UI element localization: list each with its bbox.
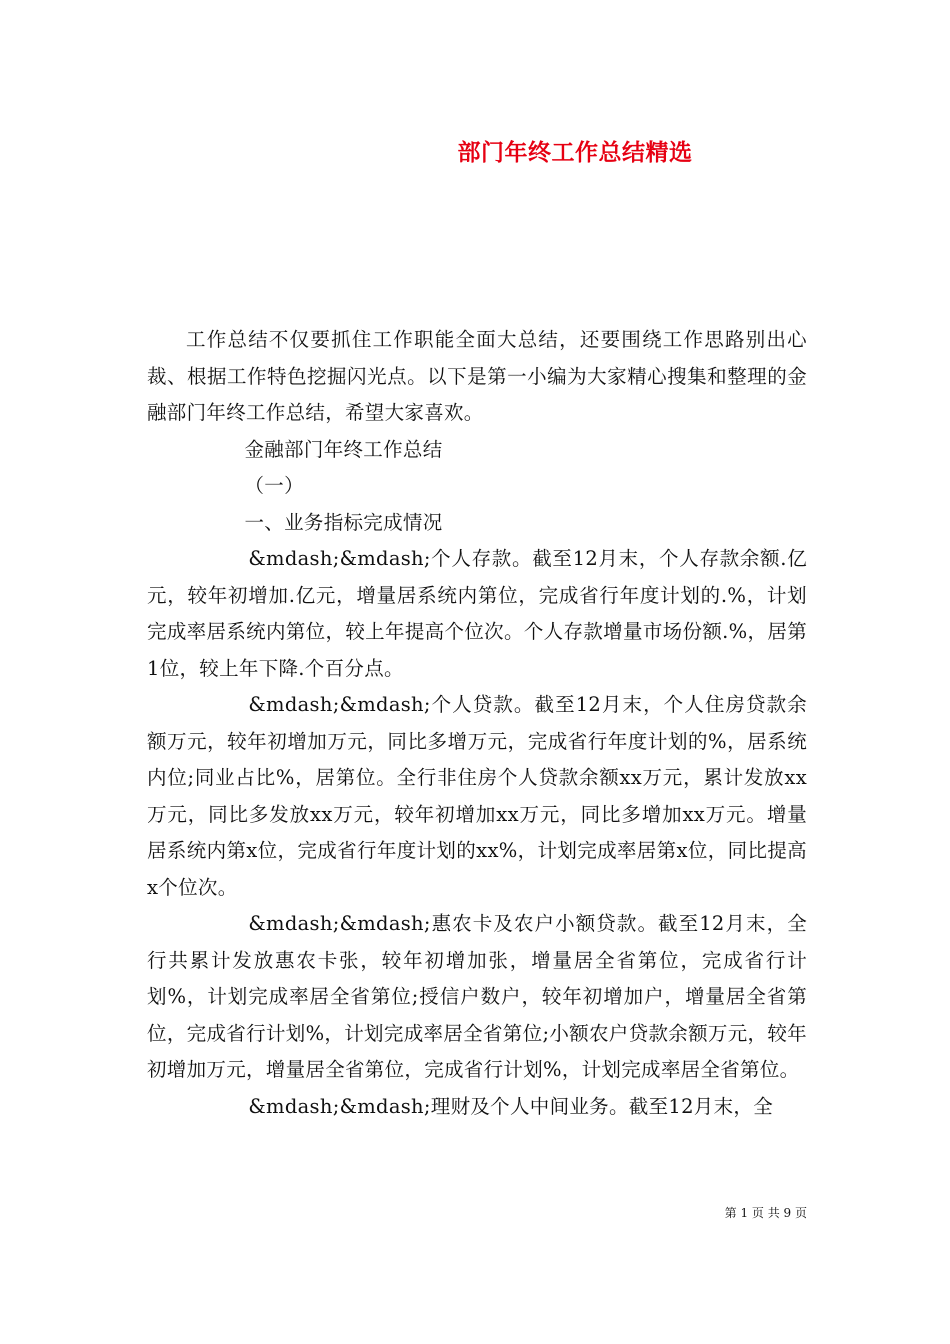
part-label: （一） [244,474,304,497]
paragraph-wealth-management: &mdash;&mdash;理财及个人中间业务。截至12月末，全 [248,1094,773,1118]
page-number: 第 1 页 共 9 页 [724,1206,807,1220]
intro-paragraph: 工作总结不仅要抓住工作职能全面大总结，还要围绕工作思路别出心裁、根据工作特色挖掘闪光点。以下是第一小编为大家精心搜集和整理的金融部门年终工作总结，希望大家喜欢。 [147,328,807,424]
document-title-text: 部门年终工作总结精选 [457,140,693,166]
section-title: 金融部门年终工作总结 [244,437,443,461]
paragraph-personal-deposits: &mdash;&mdash;个人存款。截至12月末，个人存款余额.亿元，较年初增加.亿元，增量居系统内第位，完成省行年度计划的.%，计划完成率居系统内第位，较上年提高个位次。个人存款增量市场份额.%，居第1位，较上年下降.个百分点。 [147,547,807,680]
subheading: 一、业务指标完成情况 [244,510,443,534]
paragraph-farmer-card-loans: &mdash;&mdash;惠农卡及农户小额贷款。截至12月末，全行共累计发放惠农卡张，较年初增加张，增量居全省第位，完成省行计划%，计划完成率居全省第位;授信户数户，较年初增加户，增量居全省第位，完成省行计划%，计划完成率居全省第位;小额农户贷款余额万元，较年初增加万元，增量居全省第位，完成省行计划%，计划完成率居全省第位。 [147,912,807,1081]
document-title [0,134,950,167]
paragraph-personal-loans: &mdash;&mdash;个人贷款。截至12月末，个人住房贷款余额万元，较年初增加万元，同比多增万元，完成省行年度计划的%，居系统内位;同业占比%，居第位。全行非住房个人贷款余额xx万元，累计发放xx万元，同比多发放xx万元，较年初增加xx万元，同比多增加xx万元。增量居系统内第x位，完成省行年度计划的xx%，计划完成率居第x位，同比提高x个位次。 [147,693,807,899]
document-body [147,322,807,1125]
